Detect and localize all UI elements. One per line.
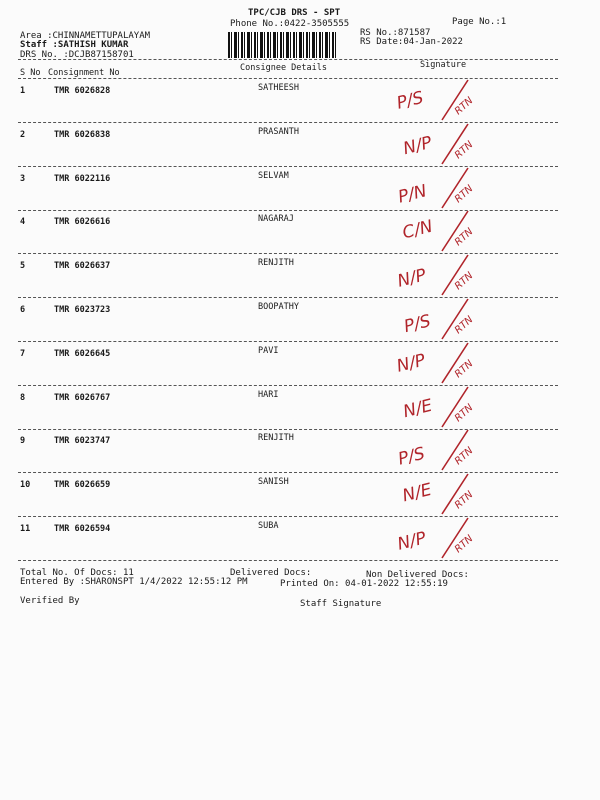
staff-label: Staff :SATHISH KUMAR: [20, 40, 129, 50]
col-header-signature: Signature: [420, 60, 467, 70]
handwritten-rtn-mark: RTN: [452, 139, 476, 162]
row-serial-number: 3: [20, 173, 26, 184]
table-row: [0, 301, 600, 345]
col-header-consignment: Consignment No: [48, 68, 120, 78]
document-title: TPC/CJB DRS - SPT: [248, 8, 341, 18]
row-consignment-number: TMR 6026645: [54, 348, 111, 359]
handwritten-signature: [390, 207, 500, 257]
table-row: [0, 213, 600, 257]
handwritten-rtn-mark: RTN: [452, 182, 476, 205]
drs-number: DRS No. :DCJB87158701: [20, 50, 134, 60]
row-consignment-number: TMR 6026767: [54, 392, 111, 403]
row-consignment-number: TMR 6026838: [54, 129, 111, 140]
row-consignee-name: SELVAM: [258, 170, 289, 181]
handwritten-signature: [390, 470, 500, 520]
row-serial-number: 6: [20, 305, 26, 315]
handwritten-rtn-mark: RTN: [452, 314, 476, 337]
handwritten-signature: [390, 120, 500, 170]
handwritten-status-mark: N/E: [401, 395, 435, 422]
handwritten-rtn-mark: RTN: [452, 401, 476, 424]
handwritten-status-mark: N/P: [395, 265, 429, 292]
row-consignee-name: NAGARAJ: [258, 214, 294, 225]
total-docs: Total No. Of Docs: 11: [20, 568, 134, 578]
handwritten-rtn-mark: RTN: [452, 533, 476, 556]
row-serial-number: 9: [20, 436, 26, 447]
row-consignment-number: TMR 6022116: [54, 173, 111, 184]
row-consignment-number: TMR 6026637: [54, 261, 111, 272]
handwritten-status-mark: N/P: [401, 132, 434, 160]
row-consignment-number: TMR 6023723: [54, 305, 111, 315]
handwritten-rtn-mark: RTN: [452, 358, 476, 381]
row-serial-number: 10: [20, 480, 31, 491]
handwritten-signature: [390, 295, 500, 345]
table-row: [0, 476, 600, 520]
handwritten-rtn-mark: RTN: [452, 445, 476, 468]
col-header-consignee: Consignee Details: [240, 63, 327, 73]
rs-date: RS Date:04-Jan-2022: [360, 37, 463, 47]
handwritten-rtn-mark: RTN: [452, 270, 476, 293]
printed-on: Printed On: 04-01-2022 12:55:19: [280, 579, 448, 589]
rs-number: RS No.:871587: [360, 28, 431, 38]
row-consignee-name: RENJITH: [258, 433, 294, 444]
handwritten-status-mark: P/N: [396, 180, 429, 208]
handwritten-status-mark: N/E: [400, 480, 434, 507]
handwritten-status-mark: C/N: [400, 216, 435, 244]
row-consignment-number: TMR 6026659: [54, 480, 111, 491]
handwritten-rtn-mark: RTN: [452, 95, 476, 118]
handwritten-signature: [390, 164, 500, 214]
table-row: [0, 257, 600, 301]
row-serial-number: 11: [20, 524, 31, 534]
handwritten-status-mark: N/P: [395, 528, 429, 555]
row-serial-number: 4: [20, 217, 26, 228]
row-consignment-number: TMR 6026594: [54, 524, 111, 534]
row-consignee-name: BOOPATHY: [258, 302, 299, 312]
handwritten-signature: [390, 339, 500, 389]
handwritten-rtn-mark: RTN: [452, 226, 476, 249]
table-row: [0, 345, 600, 389]
delivered-docs: Delivered Docs:: [230, 568, 312, 578]
row-consignee-name: SATHEESH: [258, 83, 299, 93]
divider: [18, 59, 558, 60]
area-label: Area :CHINNAMETTUPALAYAM: [20, 31, 151, 41]
row-serial-number: 7: [20, 348, 26, 359]
handwritten-signature: [390, 514, 500, 564]
page-number: Page No.:1: [452, 17, 507, 27]
non-delivered-docs: Non Delivered Docs:: [366, 570, 469, 580]
verified-by: Verified By: [20, 596, 80, 606]
handwritten-signature: [390, 426, 500, 476]
table-row: [0, 126, 600, 170]
handwritten-status-mark: N/P: [394, 350, 428, 377]
row-consignee-name: HARI: [258, 389, 279, 400]
row-consignee-name: RENJITH: [258, 258, 294, 269]
barcode: [228, 32, 336, 58]
table-row: [0, 432, 600, 476]
table-row: [0, 389, 600, 433]
row-serial-number: 8: [20, 392, 26, 403]
row-consignee-name: PAVI: [258, 345, 279, 356]
row-serial-number: 2: [20, 129, 26, 140]
row-consignee-name: PRASANTH: [258, 126, 299, 137]
phone-number: Phone No.:0422-3505555: [230, 19, 350, 29]
row-divider: [18, 560, 558, 561]
row-consignment-number: TMR 6023747: [54, 436, 111, 447]
row-consignment-number: TMR 6026828: [54, 86, 111, 96]
row-serial-number: 5: [20, 261, 26, 272]
handwritten-status-mark: P/S: [396, 444, 428, 470]
handwritten-rtn-mark: RTN: [452, 489, 476, 512]
table-row: [0, 82, 600, 126]
handwritten-signature: [390, 383, 500, 433]
handwritten-status-mark: P/S: [402, 311, 433, 338]
handwritten-signature: [390, 251, 500, 301]
handwritten-signature: [390, 76, 500, 126]
row-consignee-name: SUBA: [258, 521, 279, 531]
row-consignee-name: SANISH: [258, 477, 289, 488]
row-consignment-number: TMR 6026616: [54, 217, 111, 228]
handwritten-status-mark: P/S: [394, 87, 426, 114]
entered-by: Entered By :SHARONSPT 1/4/2022 12:55:12 PM: [20, 577, 248, 587]
table-row: [0, 520, 600, 564]
staff-signature: Staff Signature: [300, 599, 382, 609]
row-serial-number: 1: [20, 86, 26, 96]
table-row: [0, 170, 600, 214]
col-header-sno: S No: [20, 68, 41, 78]
